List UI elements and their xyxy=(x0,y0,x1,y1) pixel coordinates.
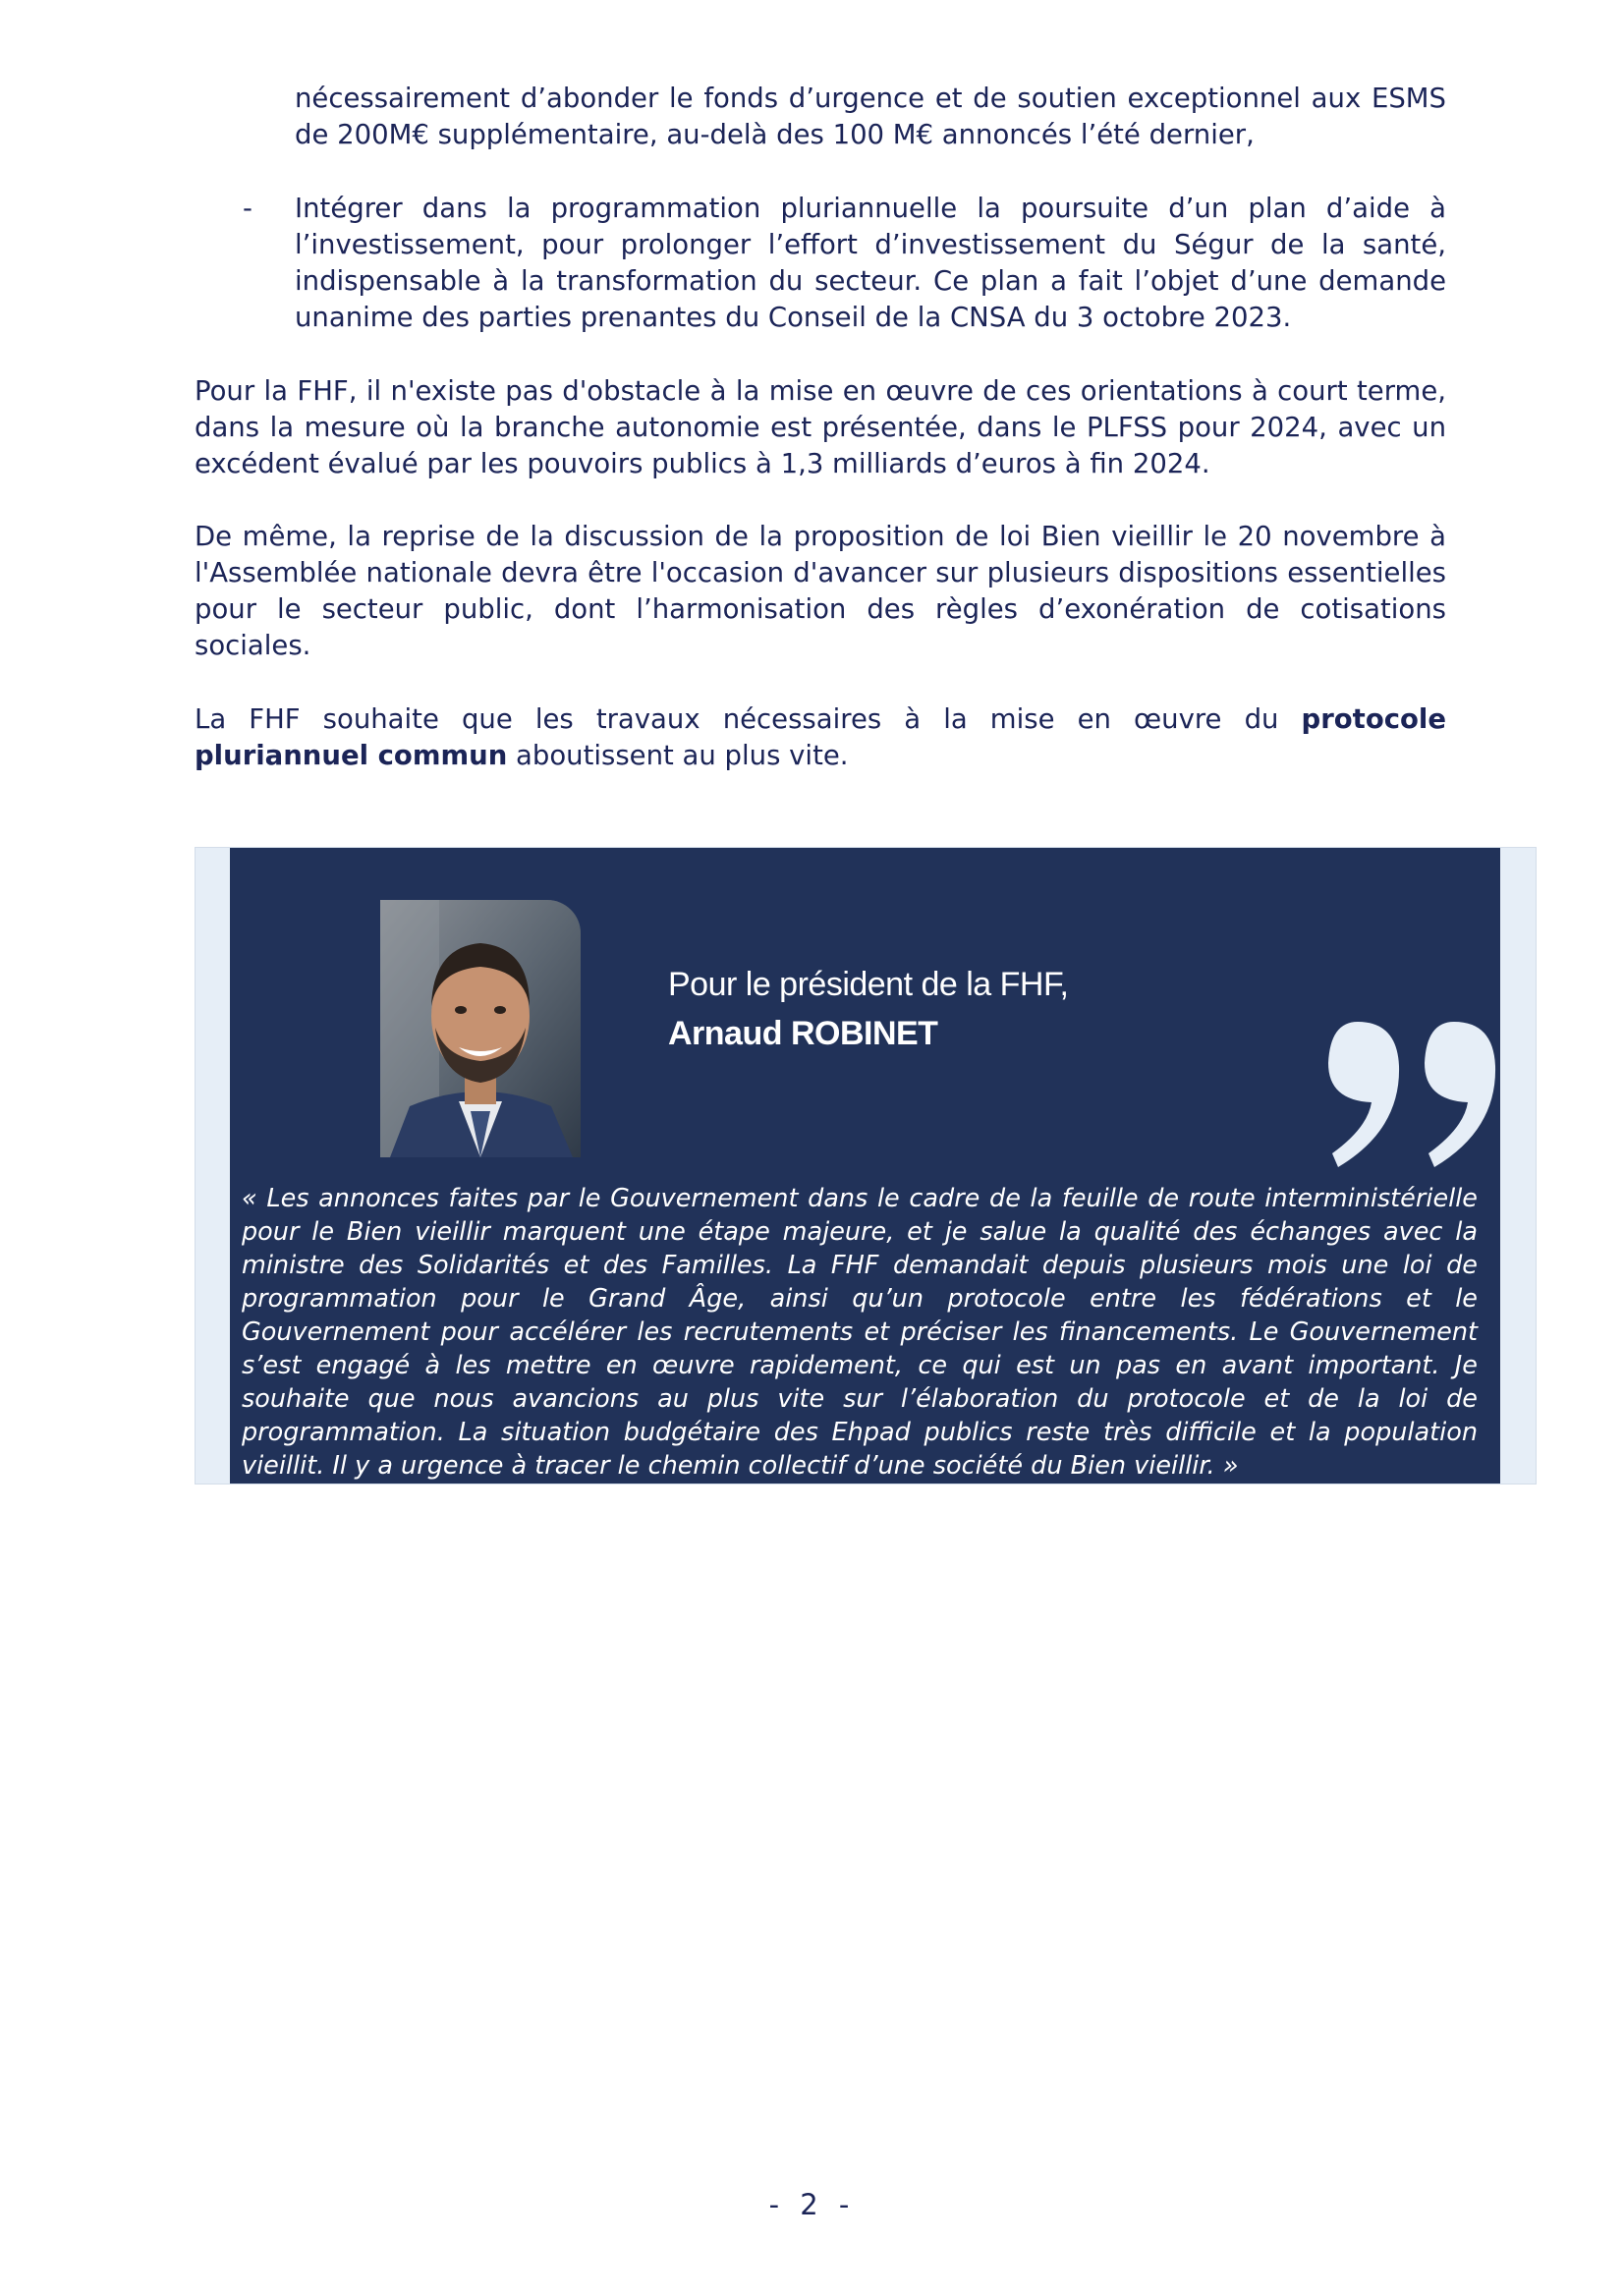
paragraph-fhf-orientations: Pour la FHF, il n'existe pas d'obstacle à la mise en œuvre de ces orientations à court terme, dans la mesure où la branche autonomie est présentée, dans le PLFSS pour 2024, avec un excédent évalué par les pouvoirs publics à 1,3 milliards d’euros à fin 2024. xyxy=(195,375,1446,479)
bullet-continuation-text: nécessairement d’abonder le fonds d’urgence et de soutien exceptionnel aux ESMS de 200M€ supplémentaire, au-delà des 100 M€ annoncés l’été dernier, xyxy=(295,83,1446,150)
bullet-dash: - xyxy=(243,193,252,224)
protocole-text-start: La FHF souhaite que les travaux nécessaires à la mise en œuvre du xyxy=(195,703,1302,735)
paragraph-protocole xyxy=(195,701,1446,774)
protocole-bold-text: protocole pluriannuel commun xyxy=(195,703,1446,771)
attribution-name: Arnaud ROBINET xyxy=(668,1015,938,1052)
closing-quote-icon xyxy=(1328,1022,1500,1169)
protocole-text-end: aboutissent au plus vite. xyxy=(507,740,849,771)
portrait-photo xyxy=(380,900,581,1157)
bullet-investment-text: Intégrer dans la programmation pluriannuelle la poursuite d’un plan d’aide à l’investissement, pour prolonger l’effort d’investissement du Ségur de la santé, indispensable à la transformation du secteur. Ce plan a fait l’objet d’une demande unanime des parties prenantes du Conseil de la CNSA du 3 octobre 2023. xyxy=(295,193,1446,333)
president-quote: « Les annonces faites par le Gouvernement dans le cadre de la feuille de route interministérielle pour le Bien vieillir marquent une étape majeure, et je salue la qualité des échanges avec la ministre des Solidarités et des Familles. La FHF demandait depuis plusieurs mois une loi de programmation pour le Grand Âge, ainsi qu’un protocole entre les fédérations et le Gouvernement pour accélérer les recrutements et préciser les financements. Le Gouvernement s’est engagé à les mettre en œuvre rapidement, ce qui est un pas en avant important. Je souhaite que nous avancions au plus vite sur l’élaboration du protocole et de la loi de programmation. La situation budgétaire des Ehpad publics reste très difficile et la population vieillit. Il y a urgence à tracer le chemin collectif d’une société du Bien vieillir. » xyxy=(242,1184,1478,1481)
page-number: - 2 - xyxy=(768,2188,856,2221)
paragraph-loi-bien-vieillir: De même, la reprise de la discussion de la proposition de loi Bien vieillir le 20 novembre à l'Assemblée nationale devra être l'occasion d'avancer sur plusieurs dispositions essentielles pour le secteur public, dont l’harmonisation des règles d’exonération de cotisations sociales. xyxy=(195,521,1446,661)
attribution-line1: Pour le président de la FHF, xyxy=(668,966,1069,1003)
